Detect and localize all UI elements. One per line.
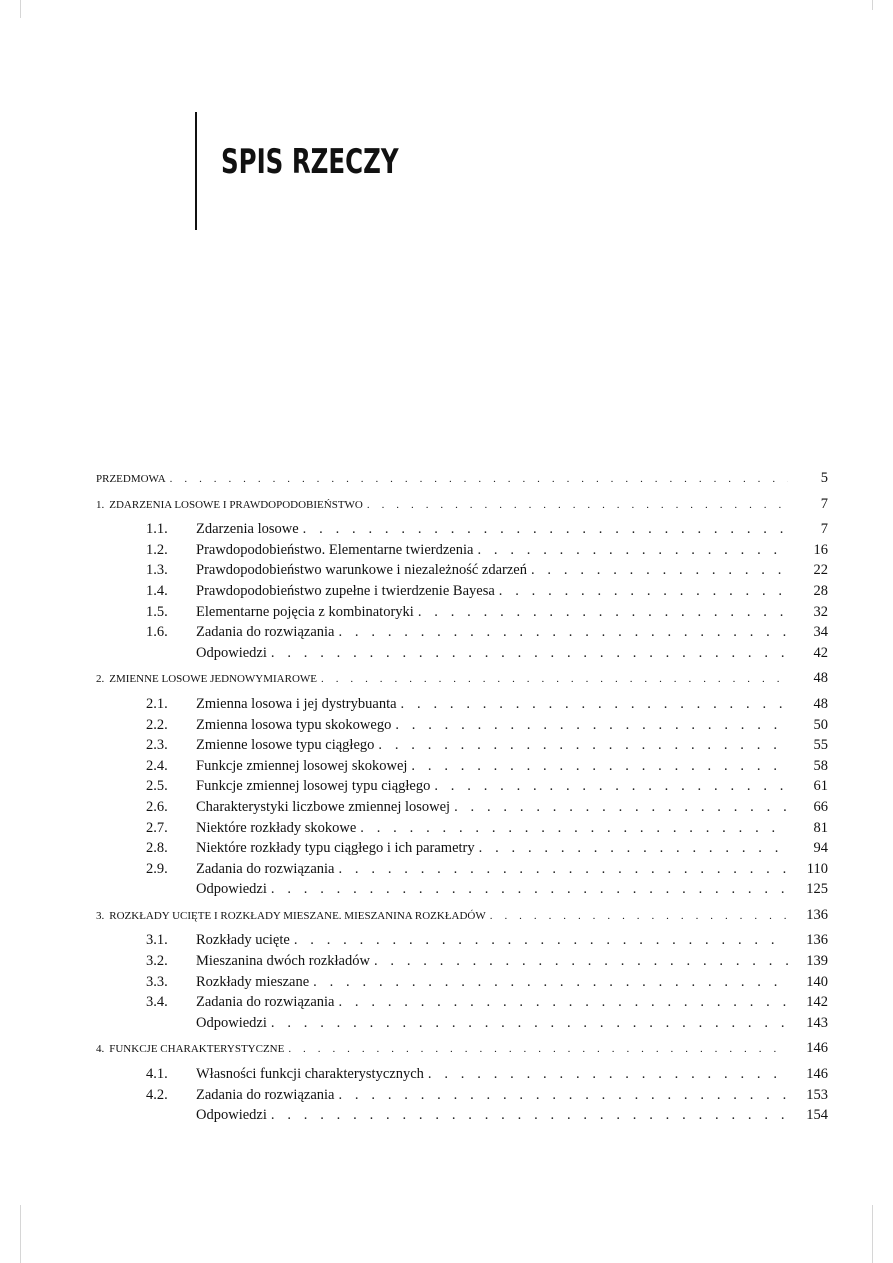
toc-section[interactable]: [96, 879, 828, 900]
chapter-title: ZDARZENIA LOSOWE I PRAWDOPODOBIEŃSTWO: [109, 498, 363, 511]
table-of-contents: [96, 468, 828, 1126]
section-title: Odpowiedzi: [196, 1107, 267, 1124]
section-number: 1.6.: [146, 624, 168, 641]
toc-section[interactable]: [96, 540, 828, 561]
chapter-title: ROZKŁADY UCIĘTE I ROZKŁADY MIESZANE. MIESZANINA ROZKŁADÓW: [109, 909, 486, 922]
toc-section[interactable]: [96, 818, 828, 839]
chapter-number: 3.: [96, 909, 105, 922]
section-title: Prawdopodobieństwo warunkowe i niezależność zdarzeń: [196, 562, 527, 579]
toc-page-number: 140: [806, 973, 828, 990]
leader-dots: [284, 1039, 788, 1060]
toc-page-number: 7: [820, 495, 828, 512]
toc-page-number: 125: [806, 881, 828, 898]
leader-dots: [267, 1105, 788, 1126]
toc-page-number: 110: [806, 860, 828, 877]
leader-dots: [495, 581, 788, 602]
section-title: Zadania do rozwiązania: [196, 1086, 335, 1103]
page-title: SPIS RZECZY: [221, 142, 399, 182]
toc-page-number: 153: [806, 1086, 828, 1103]
leader-dots: [334, 992, 788, 1013]
chapter-title: FUNKCJE CHARAKTERYSTYCZNE: [109, 1043, 285, 1056]
toc-chapter[interactable]: [96, 494, 828, 515]
section-title: Odpowiedzi: [196, 881, 267, 898]
toc-page-number: 94: [813, 840, 828, 857]
toc-page-number: 22: [813, 562, 828, 579]
toc-section[interactable]: [96, 1085, 828, 1106]
toc-page-number: 154: [806, 1107, 828, 1124]
toc-page-number: 81: [813, 819, 828, 836]
section-title: Funkcje zmiennej losowej typu ciągłego: [196, 778, 431, 795]
leader-dots: [267, 879, 788, 900]
toc-section[interactable]: [96, 643, 828, 664]
toc-page-number: 50: [813, 716, 828, 733]
leader-dots: [267, 643, 788, 664]
leader-dots: [407, 756, 788, 777]
section-number: 3.3.: [146, 973, 168, 990]
section-title: Rozkłady ucięte: [196, 932, 290, 949]
toc-section[interactable]: [96, 992, 828, 1013]
section-title: Prawdopodobieństwo. Elementarne twierdzenia: [196, 541, 474, 558]
toc-page-number: 55: [813, 737, 828, 754]
section-title: Odpowiedzi: [196, 644, 267, 661]
toc-section[interactable]: [96, 560, 828, 581]
toc-section[interactable]: [96, 972, 828, 993]
toc-section[interactable]: [96, 1064, 828, 1085]
toc-section[interactable]: [96, 838, 828, 859]
section-title: Rozkłady mieszane: [196, 973, 310, 990]
leader-dots: [475, 838, 788, 859]
section-title: Zadania do rozwiązania: [196, 994, 335, 1011]
section-title: Charakterystyki liczbowe zmiennej losowej: [196, 798, 451, 815]
leader-dots: [363, 495, 788, 516]
leader-dots: [527, 560, 788, 581]
toc-section[interactable]: [96, 602, 828, 623]
section-title: Zdarzenia losowe: [196, 521, 299, 538]
section-title: Elementarne pojęcia z kombinatoryki: [196, 603, 414, 620]
toc-section[interactable]: [96, 797, 828, 818]
leader-dots: [299, 519, 788, 540]
section-number: 3.2.: [146, 953, 168, 970]
toc-page-number: 7: [820, 521, 828, 538]
section-number: 2.8.: [146, 840, 168, 857]
leader-dots: [334, 622, 788, 643]
leader-dots: [317, 669, 788, 690]
toc-section[interactable]: [96, 951, 828, 972]
section-number: 2.2.: [146, 716, 168, 733]
page-edge-mark: [872, 1205, 873, 1263]
section-number: 2.5.: [146, 778, 168, 795]
toc-page-number: 136: [806, 906, 828, 923]
section-number: 3.1.: [146, 932, 168, 949]
toc-page-number: 146: [806, 1066, 828, 1083]
section-title: Zmienne losowe typu ciągłego: [196, 737, 375, 754]
leader-dots: [166, 469, 788, 490]
toc-section[interactable]: [96, 519, 828, 540]
toc-page-number: 136: [806, 932, 828, 949]
section-title: Własności funkcji charakterystycznych: [196, 1066, 424, 1083]
toc-section[interactable]: [96, 930, 828, 951]
leader-dots: [414, 602, 788, 623]
toc-page-number: 5: [820, 470, 828, 486]
section-title: Prawdopodobieństwo zupełne i twierdzenie Bayesa: [196, 582, 495, 599]
toc-entry-label: PRZEDMOWA: [96, 473, 166, 485]
toc-page-number: 58: [813, 757, 828, 774]
section-number: 2.6.: [146, 798, 168, 815]
section-title: Funkcje zmiennej losowej skokowej: [196, 757, 408, 774]
chapter-number: 2.: [96, 673, 105, 686]
toc-page-number: 66: [813, 798, 828, 815]
leader-dots: [430, 776, 788, 797]
toc-page-number: 142: [806, 994, 828, 1011]
section-number: 1.2.: [146, 541, 168, 558]
toc-section[interactable]: [96, 715, 828, 736]
section-title: Niektóre rozkłady typu ciągłego i ich parametry: [196, 840, 475, 857]
leader-dots: [356, 818, 788, 839]
page-edge-mark: [20, 0, 21, 18]
toc-chapter[interactable]: [96, 1038, 828, 1059]
leader-dots: [450, 797, 788, 818]
section-number: 2.9.: [146, 860, 168, 877]
section-title: Zadania do rozwiązania: [196, 860, 335, 877]
chapter-title: ZMIENNE LOSOWE JEDNOWYMIAROWE: [109, 673, 317, 686]
leader-dots: [486, 906, 788, 927]
leader-dots: [334, 1085, 788, 1106]
toc-page-number: 48: [813, 670, 828, 687]
section-title: Zadania do rozwiązania: [196, 624, 335, 641]
toc-section[interactable]: [96, 735, 828, 756]
toc-section[interactable]: [96, 622, 828, 643]
toc-section[interactable]: [96, 859, 828, 880]
title-rule: [195, 112, 197, 230]
toc-chapter[interactable]: [96, 668, 828, 689]
toc-page-number: 34: [813, 624, 828, 641]
section-title: Niektóre rozkłady skokowe: [196, 819, 357, 836]
section-title: Zmienna losowa i jej dystrybuanta: [196, 695, 397, 712]
toc-section[interactable]: [96, 1013, 828, 1034]
section-number: 1.4.: [146, 582, 168, 599]
toc-preface[interactable]: [96, 468, 828, 489]
toc-page-number: 143: [806, 1014, 828, 1031]
leader-dots: [397, 694, 788, 715]
leader-dots: [309, 972, 788, 993]
toc-page-number: 28: [813, 582, 828, 599]
leader-dots: [267, 1013, 788, 1034]
toc-page-number: 42: [813, 644, 828, 661]
leader-dots: [424, 1064, 788, 1085]
chapter-number: 1.: [96, 498, 105, 511]
section-number: 1.3.: [146, 562, 168, 579]
toc-page-number: 32: [813, 603, 828, 620]
toc-section[interactable]: [96, 776, 828, 797]
leader-dots: [391, 715, 788, 736]
section-title: Odpowiedzi: [196, 1014, 267, 1031]
chapter-number: 4.: [96, 1043, 105, 1056]
section-title: Mieszanina dwóch rozkładów: [196, 953, 370, 970]
toc-chapter[interactable]: [96, 905, 828, 926]
section-number: 1.5.: [146, 603, 168, 620]
section-number: 1.1.: [146, 521, 168, 538]
section-number: 2.3.: [146, 737, 168, 754]
page-edge-mark: [20, 1205, 21, 1263]
section-number: 2.7.: [146, 819, 168, 836]
section-number: 3.4.: [146, 994, 168, 1011]
toc-section[interactable]: [96, 756, 828, 777]
section-number: 4.2.: [146, 1086, 168, 1103]
toc-page-number: 16: [813, 541, 828, 558]
section-number: 4.1.: [146, 1066, 168, 1083]
section-number: 2.4.: [146, 757, 168, 774]
page-edge-mark: [872, 0, 873, 10]
toc-section[interactable]: [96, 1105, 828, 1126]
toc-page-number: 146: [806, 1040, 828, 1057]
leader-dots: [334, 859, 788, 880]
section-number: 2.1.: [146, 695, 168, 712]
toc-page-number: 139: [806, 953, 828, 970]
section-title: Zmienna losowa typu skokowego: [196, 716, 392, 733]
toc-page-number: 61: [813, 778, 828, 795]
toc-section[interactable]: [96, 581, 828, 602]
leader-dots: [290, 930, 788, 951]
toc-page-number: 48: [813, 695, 828, 712]
leader-dots: [370, 951, 788, 972]
leader-dots: [473, 540, 788, 561]
toc-section[interactable]: [96, 694, 828, 715]
leader-dots: [374, 735, 788, 756]
